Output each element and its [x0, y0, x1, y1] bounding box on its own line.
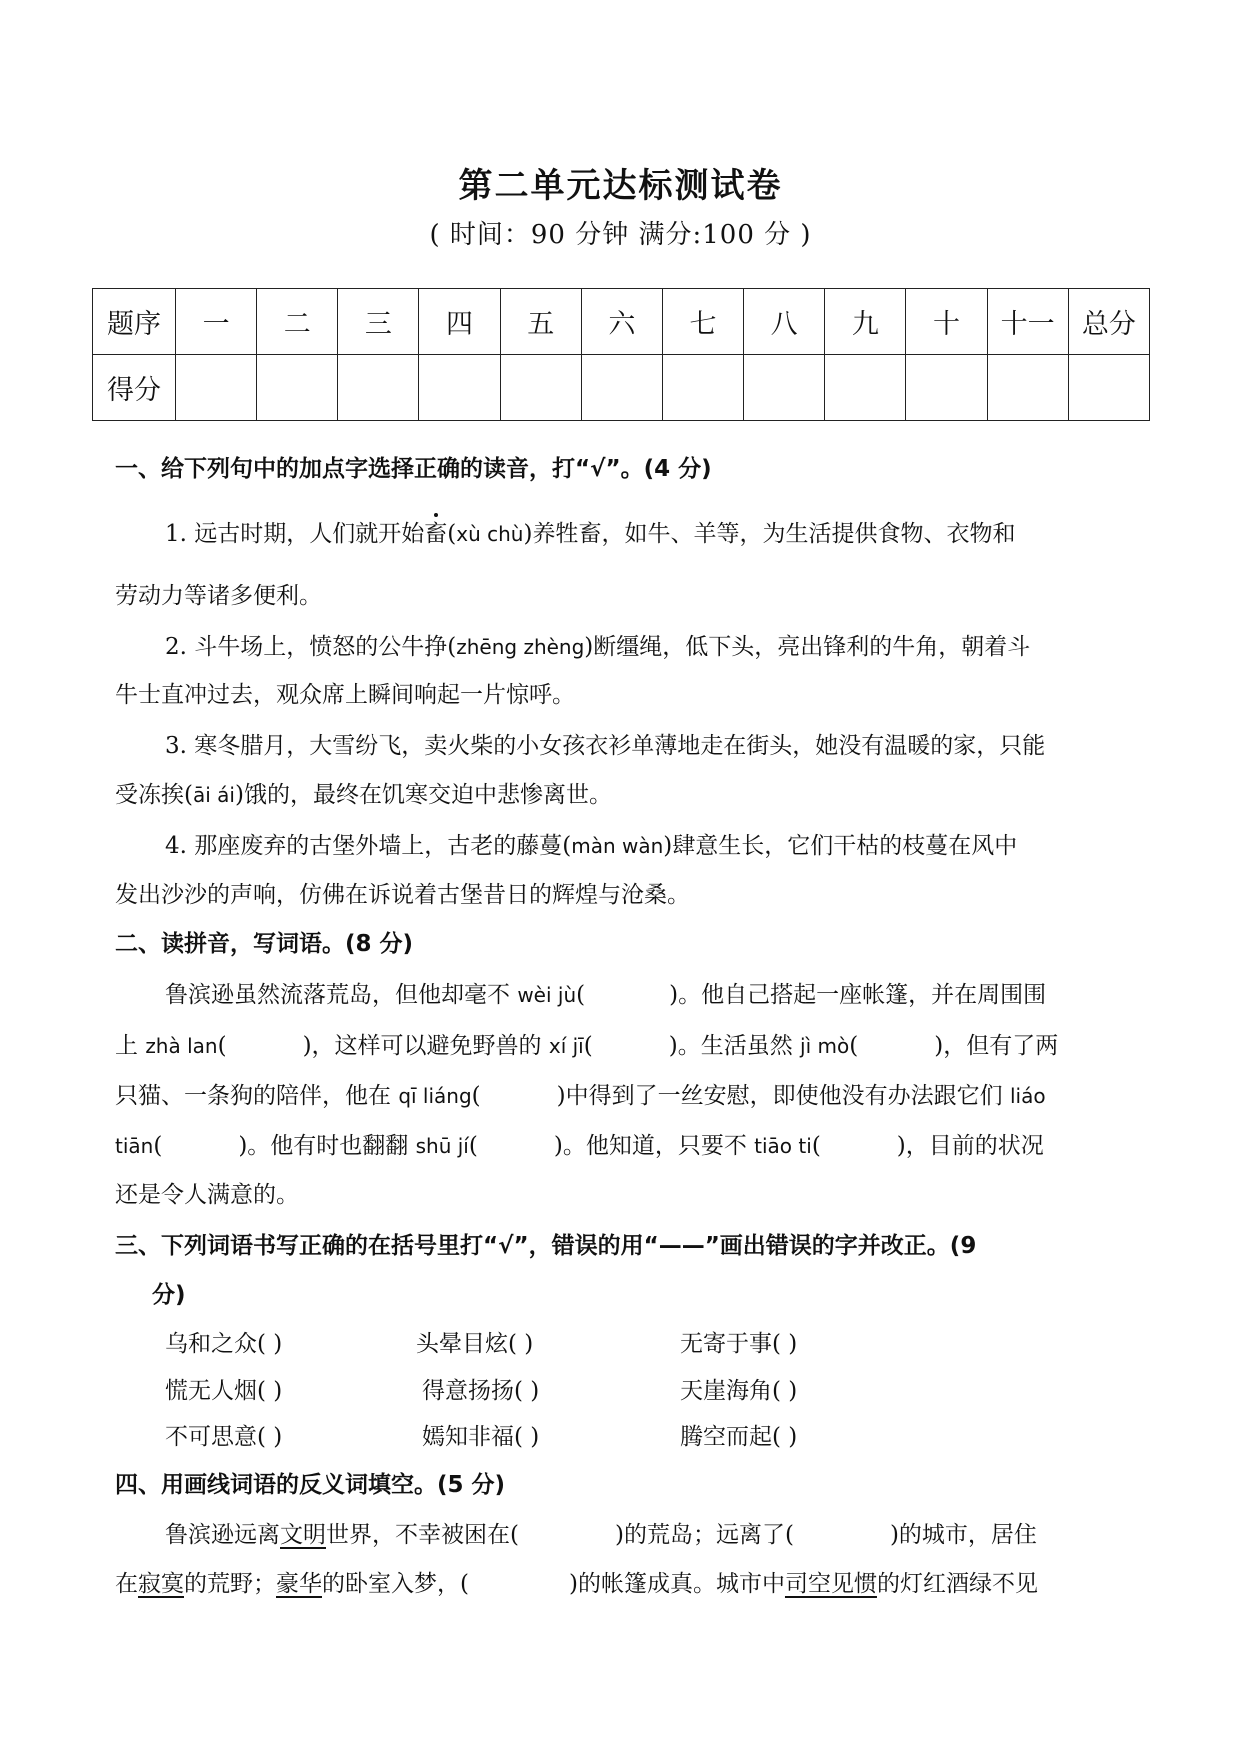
text: ( — [217, 1033, 227, 1059]
q3-item[interactable]: 腾空而起( ) — [680, 1424, 798, 1450]
underlined-word: 豪华 — [276, 1571, 322, 1597]
score-entry-cell[interactable] — [1068, 355, 1149, 421]
score-cell: 二 — [257, 289, 338, 355]
q2-line-5: 还是令人满意的。 — [115, 1182, 299, 1208]
pinyin-options[interactable]: zhēng zhèng — [456, 635, 585, 659]
text: )，目前的状况 — [896, 1133, 1044, 1159]
q1-sentence-3: 3. 寒冬腊月，大雪纷飞，卖火柴的小女孩衣衫单薄地走在街头，她没有温暖的家，只能 — [165, 733, 1046, 759]
dotted-char: 畜 — [424, 521, 448, 547]
text: )中得到了一丝安慰，即使他没有办法跟它们 — [556, 1083, 1010, 1109]
text: 4. 那座废弃的古堡外墙上，古老的藤蔓( — [165, 833, 572, 859]
q1-sentence-2-cont: 牛士直冲过去，观众席上瞬间响起一片惊呼。 — [115, 682, 575, 708]
text: )。他自己搭起一座帐篷，并在周围围 — [669, 982, 1047, 1008]
pinyin: jì mò — [800, 1034, 850, 1058]
text: ( — [811, 1133, 821, 1159]
page-subtitle: ( 时间：90 分钟 满分:100 分 ) — [429, 220, 812, 250]
text: ( — [447, 521, 457, 547]
q4-line-1 — [165, 1516, 1037, 1549]
pinyin: tiān — [115, 1134, 154, 1158]
score-cell: 四 — [419, 289, 500, 355]
pinyin: shū jí — [415, 1134, 469, 1158]
text: )。他知道，只要不 — [553, 1133, 755, 1159]
score-entry-cell[interactable] — [500, 355, 581, 421]
score-row-label: 得分 — [93, 355, 176, 421]
section-2-heading: 二、读拼音，写词语。(8 分) — [115, 931, 414, 957]
text: )养牲畜，如牛、羊等，为生活提供食物、衣物和 — [523, 521, 1016, 547]
score-entry-cell[interactable] — [744, 355, 825, 421]
score-entry-cell[interactable] — [825, 355, 906, 421]
text: ( — [576, 982, 586, 1008]
score-cell: 九 — [825, 289, 906, 355]
q3-item[interactable]: 乌和之众( ) — [165, 1331, 283, 1357]
q4-line-2 — [115, 1565, 1038, 1598]
pinyin: qī liáng — [398, 1084, 472, 1108]
q2-line-4 — [115, 1127, 1044, 1160]
q1-sentence-3-cont — [115, 776, 612, 809]
text: 只猫、一条狗的陪伴，他在 — [115, 1083, 399, 1109]
score-cell: 三 — [338, 289, 419, 355]
text: ( — [583, 1033, 593, 1059]
score-cell: 十 — [906, 289, 987, 355]
text: )饿的，最终在饥寒交迫中悲惨离世。 — [234, 782, 612, 808]
pinyin: xí jī — [548, 1034, 584, 1058]
score-cell: 十一 — [987, 289, 1068, 355]
underlined-word: 文明 — [280, 1522, 326, 1548]
text: 1. 远古时期，人们就开始 — [165, 521, 425, 547]
text: 的荒野； — [184, 1571, 276, 1597]
score-cell: 六 — [581, 289, 662, 355]
pinyin-options[interactable]: xù chù — [456, 522, 524, 546]
text: 2. 斗牛场上，愤怒的公牛挣( — [165, 634, 457, 660]
text: 上 — [115, 1033, 146, 1059]
q3-item[interactable]: 嫣知非福( ) — [422, 1424, 540, 1450]
score-entry-cell[interactable] — [419, 355, 500, 421]
section-3-heading-cont: 分) — [152, 1282, 186, 1308]
score-entry-cell[interactable] — [581, 355, 662, 421]
text: 世界，不幸被困在( — [326, 1522, 519, 1548]
q1-sentence-2 — [165, 628, 1030, 661]
q3-item[interactable]: 得意扬扬( ) — [422, 1378, 540, 1404]
text: 受冻挨( — [115, 782, 193, 808]
text: )。他有时也翻翻 — [238, 1133, 416, 1159]
text: ( — [468, 1133, 478, 1159]
text: )的城市，居住 — [889, 1522, 1037, 1548]
score-entry-cell[interactable] — [338, 355, 419, 421]
text: )的荒岛；远离了( — [614, 1522, 794, 1548]
q2-line-1 — [165, 976, 1046, 1009]
score-cell: 一 — [176, 289, 257, 355]
score-cell: 五 — [500, 289, 581, 355]
score-entry-cell[interactable] — [987, 355, 1068, 421]
score-entry-cell[interactable] — [257, 355, 338, 421]
text: 在 — [115, 1571, 138, 1597]
q3-item[interactable]: 头晕目炫( ) — [416, 1331, 534, 1357]
score-entry-cell[interactable] — [906, 355, 987, 421]
score-table-score-row — [93, 355, 1150, 421]
text: )，但有了两 — [934, 1033, 1059, 1059]
q2-line-2 — [115, 1027, 1058, 1060]
score-table — [92, 288, 1150, 421]
pinyin-options[interactable]: āi ái — [192, 783, 235, 807]
q3-item[interactable]: 慌无人烟( ) — [165, 1378, 283, 1404]
pinyin: zhà lan — [145, 1034, 218, 1058]
text: 的卧室入梦，( — [322, 1571, 469, 1597]
score-entry-cell[interactable] — [662, 355, 743, 421]
score-cell: 题序 — [93, 289, 176, 355]
underlined-word: 司空见惯 — [784, 1571, 877, 1597]
section-4-heading: 四、用画线词语的反义词填空。(5 分) — [115, 1472, 506, 1498]
q3-item[interactable]: 不可思意( ) — [165, 1424, 283, 1450]
text: 的灯红酒绿不见 — [876, 1571, 1038, 1597]
text: ( — [849, 1033, 859, 1059]
text: )，这样可以避免野兽的 — [302, 1033, 549, 1059]
score-table-header-row — [93, 289, 1150, 355]
q3-item[interactable]: 天崖海角( ) — [680, 1378, 798, 1404]
text: ( — [471, 1083, 481, 1109]
q3-item[interactable]: 无寄于事( ) — [680, 1331, 798, 1357]
q1-sentence-1-cont: 劳动力等诸多便利。 — [115, 583, 322, 609]
pinyin-options[interactable]: màn wàn — [571, 834, 664, 858]
score-cell: 七 — [662, 289, 743, 355]
pinyin: tiāo ti — [754, 1134, 812, 1158]
text: )。生活虽然 — [668, 1033, 801, 1059]
pinyin: liáo — [1009, 1084, 1046, 1108]
text: ( — [153, 1133, 163, 1159]
underlined-word: 寂寞 — [138, 1571, 184, 1597]
q2-line-3 — [115, 1077, 1046, 1110]
section-1-heading: 一、给下列句中的加点字选择正确的读音，打“√”。(4 分) — [115, 456, 712, 482]
score-entry-cell[interactable] — [176, 355, 257, 421]
q1-sentence-4-cont: 发出沙沙的声响，仿佛在诉说着古堡昔日的辉煌与沧桑。 — [115, 882, 690, 908]
page-title: 第二单元达标测试卷 — [458, 166, 783, 206]
text: )断缰绳，低下头，亮出锋利的牛角，朝着斗 — [584, 634, 1031, 660]
score-cell: 总分 — [1068, 289, 1149, 355]
text: )肆意生长，它们干枯的枝蔓在风中 — [663, 833, 1018, 859]
q1-sentence-4 — [165, 827, 1017, 860]
score-cell: 八 — [744, 289, 825, 355]
section-3-heading: 三、下列词语书写正确的在括号里打“√”，错误的用“——”画出错误的字并改正。(9 — [115, 1233, 977, 1259]
q1-sentence-1 — [165, 515, 1015, 548]
text: 鲁滨逊远离 — [165, 1522, 280, 1548]
text: )的帐篷成真。城市中 — [568, 1571, 785, 1597]
pinyin: wèi jù — [517, 983, 577, 1007]
text: 鲁滨逊虽然流落荒岛，但他却毫不 — [165, 982, 518, 1008]
